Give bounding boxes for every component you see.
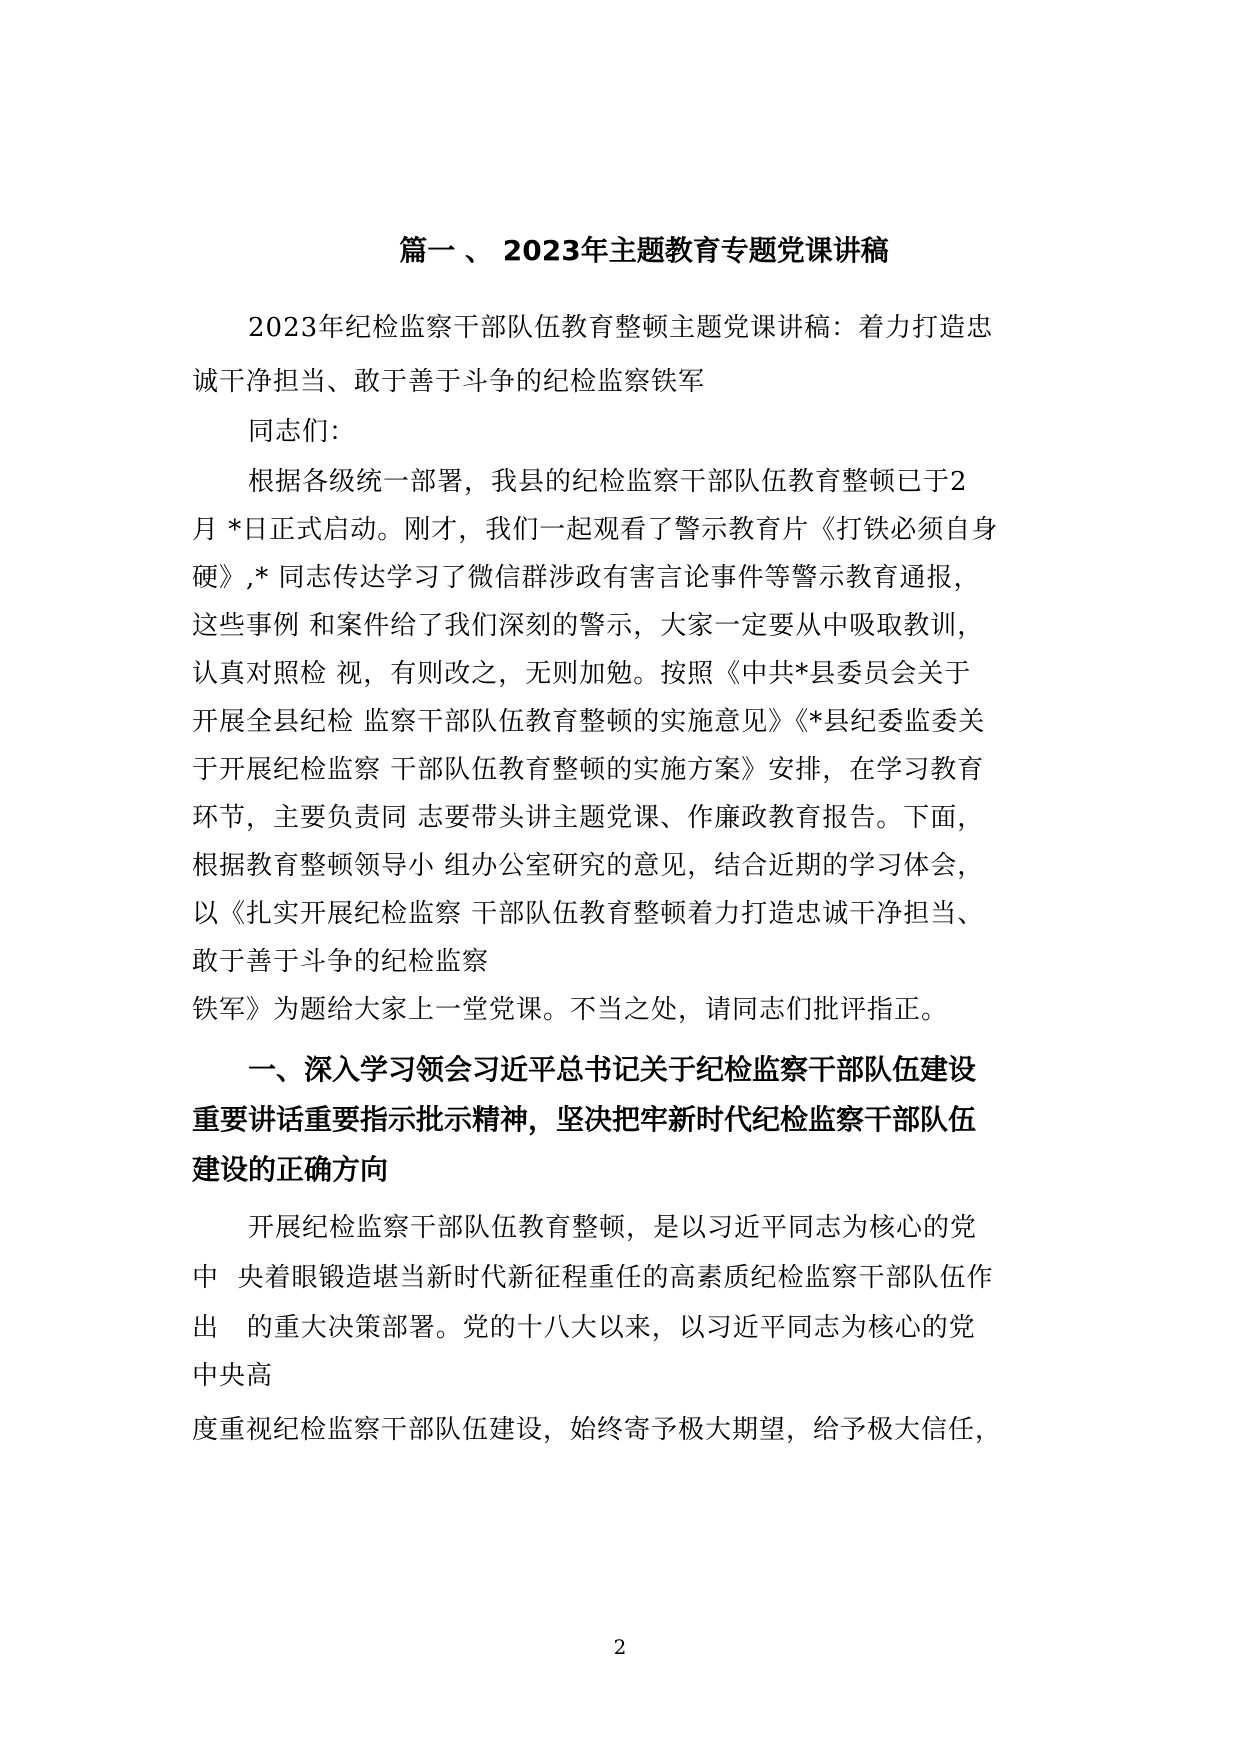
paragraph-line: 月 *日正式启动。刚才，我们一起观看了警示教育片《打铁必须自身 [192,515,999,545]
paragraph-line: 铁军》为题给大家上一堂党课。不当之处，请同志们批评指正。 [192,995,949,1025]
paragraph-line: 于开展纪检监察 干部队伍教育整顿的实施方案》安排，在学习教育 [192,755,985,785]
section-heading-line: 一、深入学习领会习近平总书记关于纪检监察干部队伍建设 [248,1053,977,1086]
paragraph-line: 敢于善于斗争的纪检监察 [192,947,490,977]
document-title: 篇一 、 2023年主题教育专题党课讲稿 [399,234,889,267]
paragraph-line: 根据教育整顿领导小 组办公室研究的意见，结合近期的学习体会， [192,851,985,881]
paragraph-line: 出 的重大决策部署。党的十八大以来，以习近平同志为核心的党 [192,1313,976,1343]
paragraph-line: 认真对照检 视，有则改之，无则加勉。按照《中共*县委员会关于 [192,659,972,689]
paragraph-line: 硬》,* 同志传达学习了微信群涉政有害言论事件等警示教育通报， [192,563,981,593]
section-heading-line: 建设的正确方向 [192,1153,389,1186]
paragraph-line: 开展全县纪检 监察干部队伍教育整顿的实施意见》《*县纪委监委关 [192,707,986,737]
paragraph-line: 环节，主要负责同 志要带头讲主题党课、作廉政教育报告。下面， [192,803,985,833]
paragraph-line: 中央高 [192,1361,274,1391]
paragraph-line: 度重视纪检监察干部队伍建设，始终寄予极大期望，给予极大信任， [192,1415,1003,1445]
paragraph-line: 这些事例 和案件给了我们深刻的警示，大家一定要从中吸取教训， [192,611,985,641]
paragraph-line: 开展纪检监察干部队伍教育整顿，是以习近平同志为核心的党 [248,1213,978,1243]
subtitle-line: 2023年纪检监察干部队伍教育整顿主题党课讲稿：着力打造忠 [248,313,994,343]
paragraph-line: 根据各级统一部署，我县的纪检监察干部队伍教育整顿已于2 [248,467,968,497]
section-heading-line: 重要讲话重要指示批示精神，坚决把牢新时代纪检监察干部队伍 [192,1103,977,1136]
paragraph-line: 中 央着眼锻造堪当新时代新征程重任的高素质纪检监察干部队伍作 [192,1263,994,1293]
paragraph-line: 以《扎实开展纪检监察 干部队伍教育整顿着力打造忠诚干净担当、 [192,899,985,929]
salutation: 同志们： [248,417,357,447]
subtitle-line: 诚干净担当、敢于善于斗争的纪检监察铁军 [192,367,706,397]
page-number: 2 [613,1635,627,1659]
